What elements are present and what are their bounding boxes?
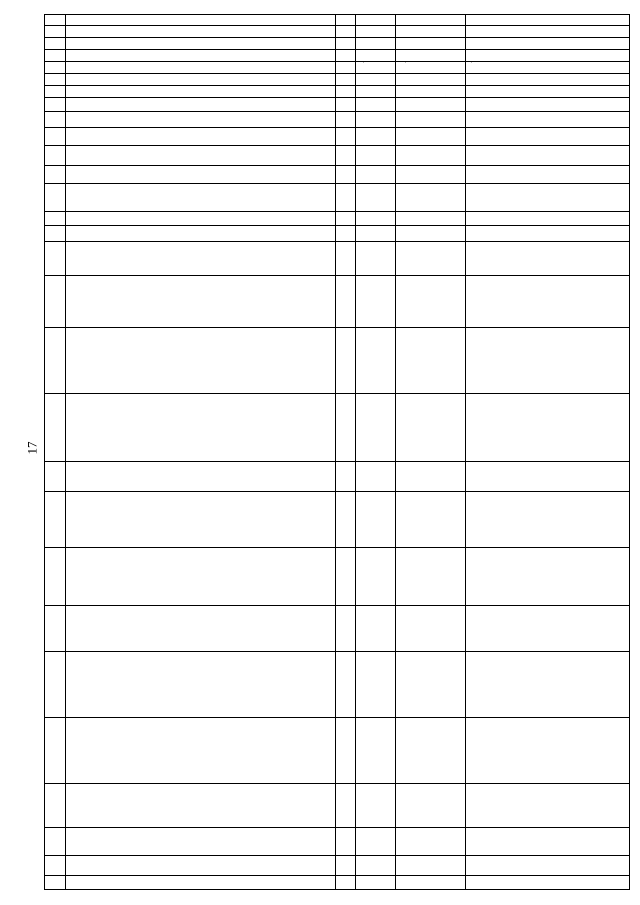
column-separator — [45, 605, 629, 606]
budget-table — [44, 14, 630, 890]
column-separator — [45, 145, 629, 146]
empty-cell-mark: - — [469, 61, 474, 63]
column-separator — [45, 127, 629, 128]
column-separator — [45, 275, 629, 276]
column-separator — [45, 183, 629, 184]
empty-cell-mark: - — [403, 61, 408, 63]
row-separator — [65, 15, 66, 889]
column-separator — [45, 61, 629, 62]
row-separator — [335, 15, 336, 889]
column-separator — [45, 225, 629, 226]
column-separator — [45, 491, 629, 492]
column-separator — [45, 241, 629, 242]
column-separator — [45, 111, 629, 112]
column-separator — [45, 651, 629, 652]
column-separator — [45, 37, 629, 38]
column-separator — [45, 875, 629, 876]
column-separator — [45, 783, 629, 784]
column-separator — [45, 25, 629, 26]
column-separator — [45, 85, 629, 86]
row-separator — [355, 15, 356, 889]
column-separator — [45, 461, 629, 462]
column-separator — [45, 717, 629, 718]
column-separator — [45, 211, 629, 212]
row-separator — [465, 15, 466, 889]
column-separator — [45, 49, 629, 50]
page-number: 17 — [24, 441, 40, 455]
column-separator — [45, 97, 629, 98]
row-separator — [395, 15, 396, 889]
column-separator — [45, 393, 629, 394]
column-separator — [45, 855, 629, 856]
empty-cell-mark: - — [361, 61, 366, 63]
column-separator — [45, 165, 629, 166]
column-separator — [45, 547, 629, 548]
column-separator — [45, 73, 629, 74]
column-separator — [45, 327, 629, 328]
column-separator — [45, 827, 629, 828]
